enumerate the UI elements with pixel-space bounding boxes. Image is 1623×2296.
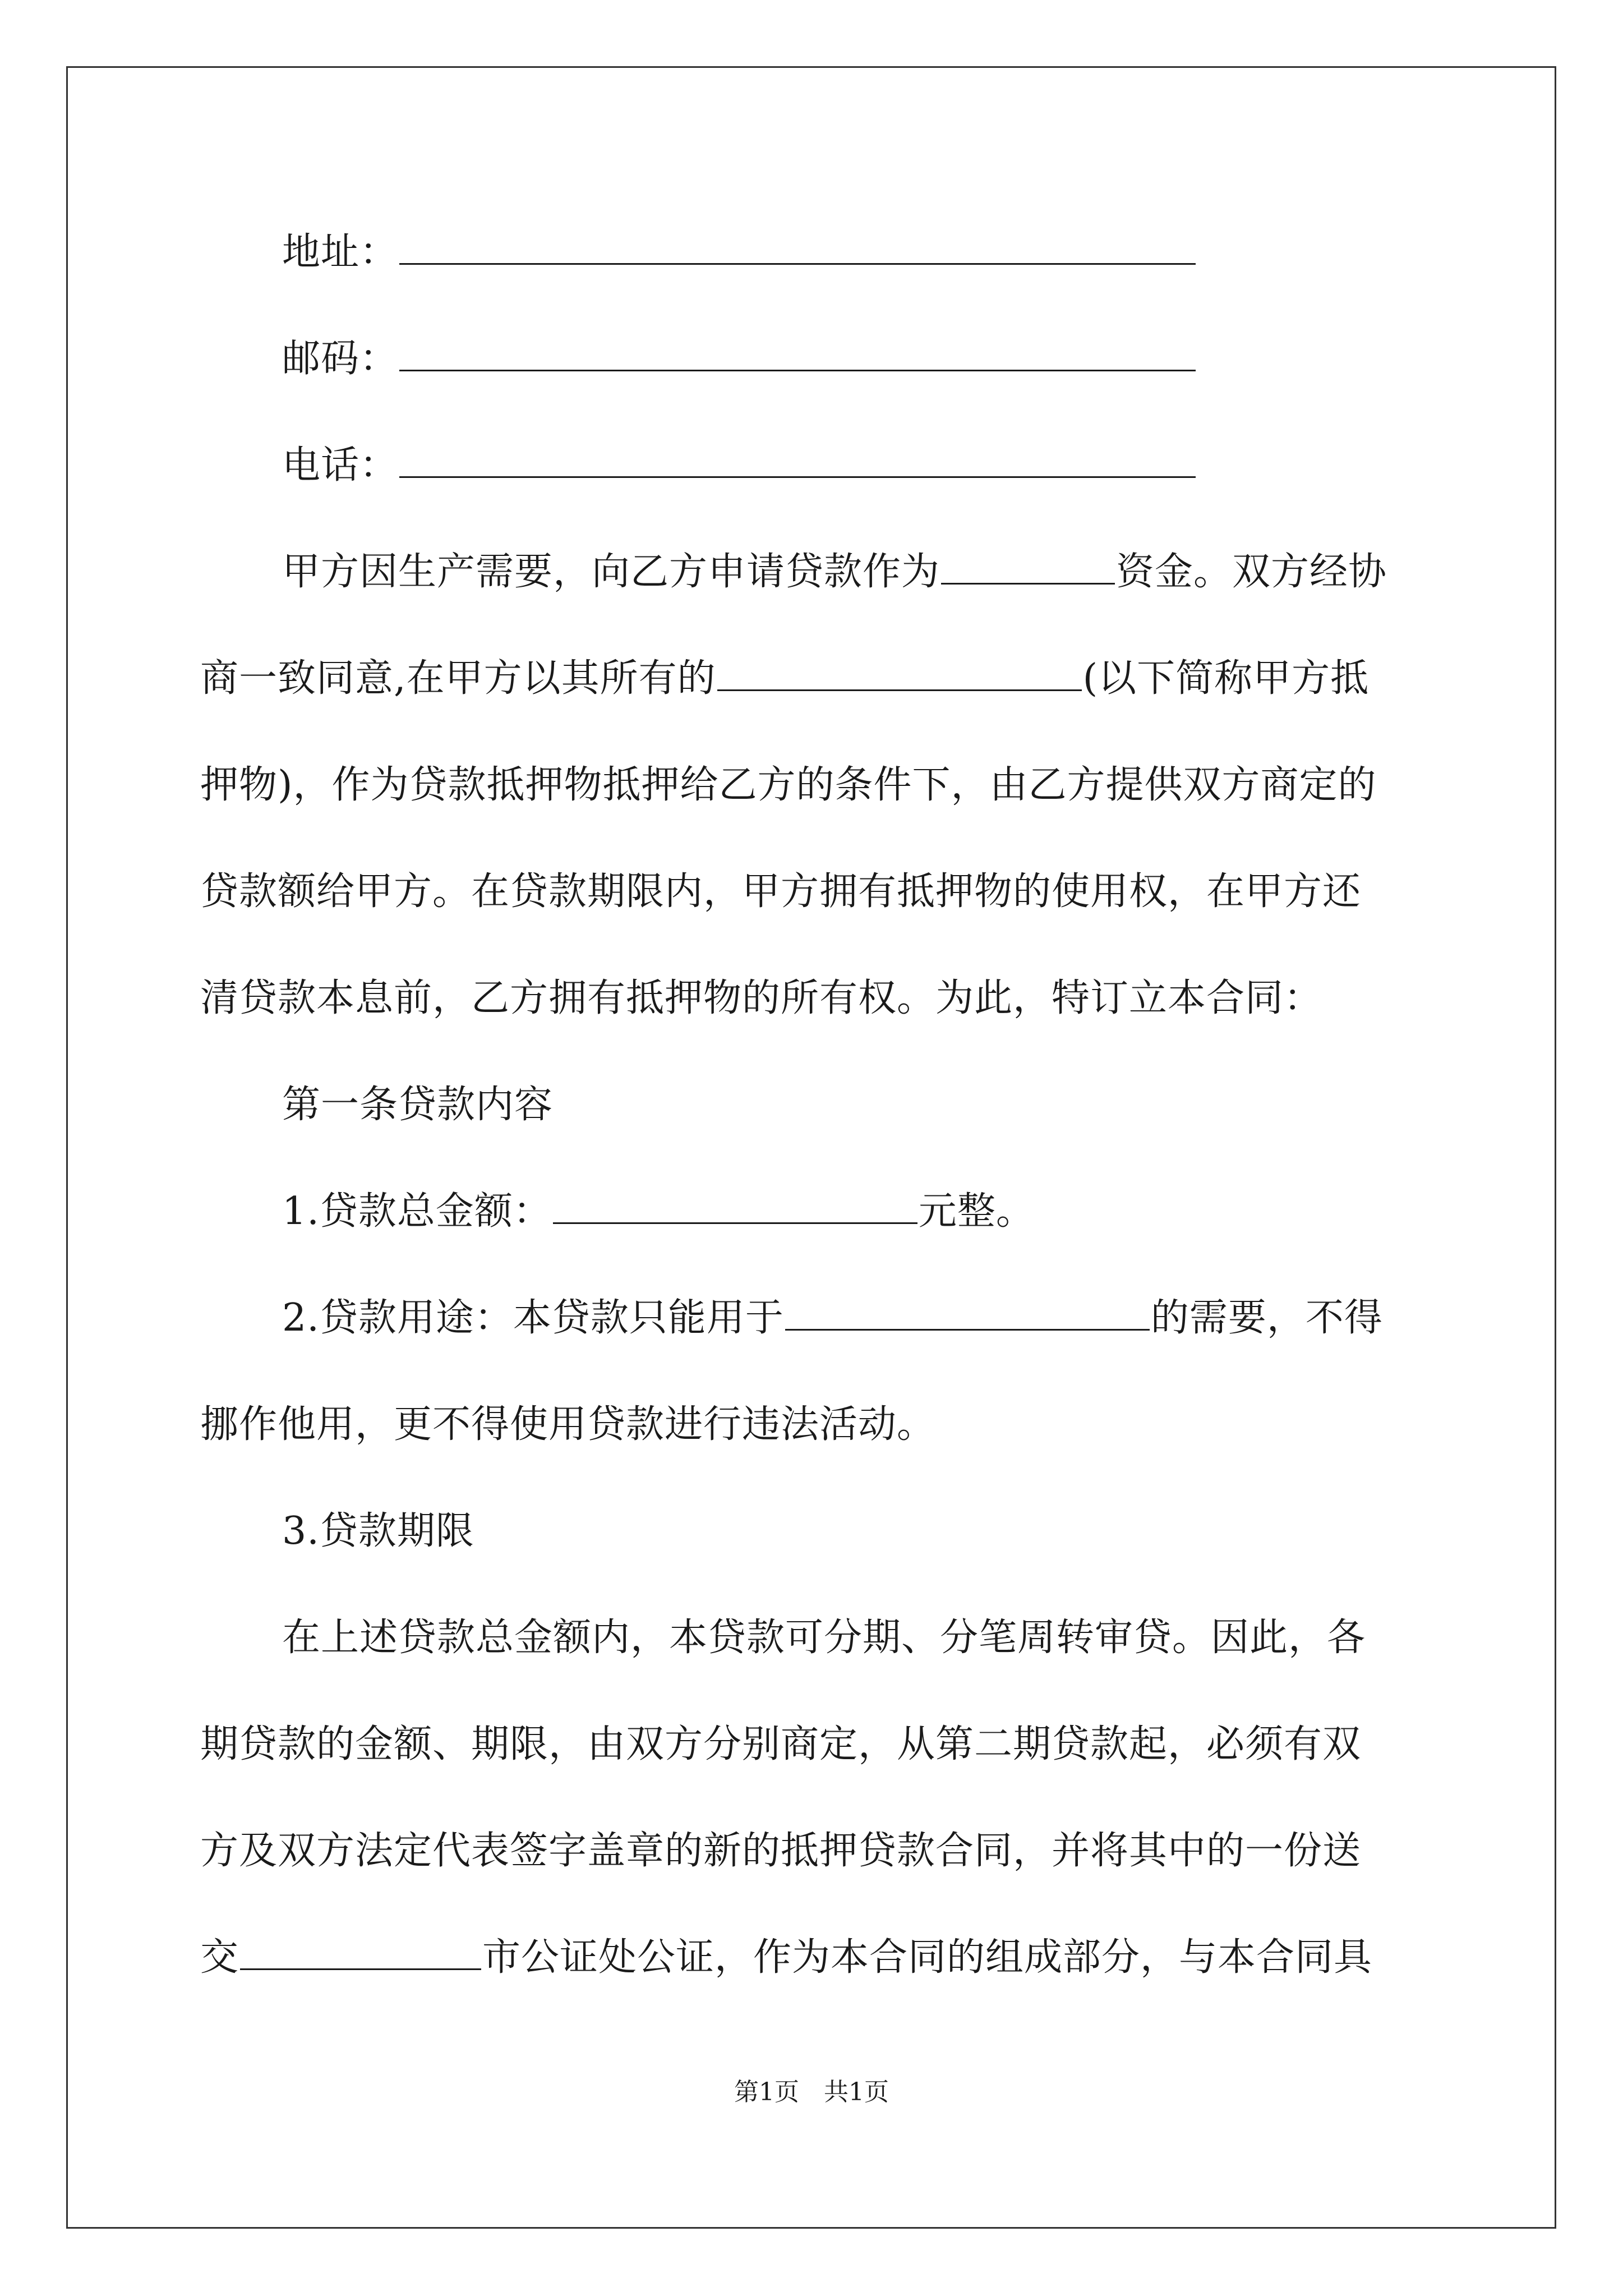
para1-line4: 贷款额给甲方。在贷款期限内，甲方拥有抵押物的使用权，在甲方还 — [200, 869, 1362, 914]
item3-title: 3.贷款期限 — [282, 1509, 474, 1553]
city-blank[interactable] — [240, 1935, 481, 1970]
para1-text-2a: 商一致同意,在甲方以其所有的 — [200, 656, 716, 701]
loan-use-blank[interactable] — [785, 1295, 1150, 1331]
item2-text-1b: 的需要，不得 — [1150, 1296, 1383, 1340]
item1-line — [282, 1184, 1035, 1240]
para1-line2 — [200, 651, 1369, 707]
article1-title: 第一条贷款内容 — [282, 1083, 554, 1127]
item2-text-1a: 2.贷款用途：本贷款只能用于 — [282, 1296, 784, 1340]
para2-line1: 在上述贷款总金额内，本贷款可分期、分笔周转审贷。因此，各 — [282, 1616, 1366, 1660]
collateral-blank[interactable] — [717, 656, 1082, 691]
para2-line2: 期贷款的金额、期限，由双方分别商定，从第二期贷款起，必须有双 — [200, 1722, 1362, 1766]
postcode-label: 邮码： — [282, 337, 399, 381]
postcode-blank[interactable] — [399, 336, 1196, 371]
address-label: 地址： — [282, 230, 399, 274]
para2-line4 — [200, 1930, 1372, 1986]
para1-line3: 押物)，作为贷款抵押物抵押给乙方的条件下，由乙方提供双方商定的 — [200, 763, 1377, 807]
page-number: 第1页 共1页 — [734, 2078, 889, 2106]
phone-label: 电话： — [282, 443, 399, 487]
para1-text-1b: 资金。双方经协 — [1116, 550, 1387, 594]
loan-amount-blank[interactable] — [553, 1189, 917, 1224]
page-border — [66, 66, 1556, 2229]
item1-text-a: 1.贷款总金额： — [282, 1189, 552, 1234]
para1-line5: 清贷款本息前，乙方拥有抵押物的所有权。为此，特订立本合同： — [200, 976, 1323, 1020]
para2-text-4a: 交 — [200, 1935, 239, 1980]
phone-line — [282, 438, 1197, 494]
address-blank[interactable] — [399, 229, 1196, 265]
fund-purpose-blank[interactable] — [941, 549, 1115, 585]
postcode-line — [282, 331, 1197, 387]
address-line — [282, 224, 1197, 280]
para2-text-4b: 市公证处公证，作为本合同的组成部分，与本合同具 — [482, 1935, 1373, 1980]
item2-line2: 挪作他用，更不得使用贷款进行违法活动。 — [200, 1402, 936, 1447]
item1-text-b: 元整。 — [918, 1189, 1035, 1234]
para1-text-1a: 甲方因生产需要，向乙方申请贷款作为 — [282, 550, 940, 594]
item2-line1 — [282, 1290, 1383, 1346]
para1-line1 — [282, 544, 1387, 600]
para1-text-2b: (以下简称甲方抵 — [1082, 656, 1370, 701]
phone-blank[interactable] — [399, 443, 1196, 478]
para2-line3: 方及双方法定代表签字盖章的新的抵押贷款合同，并将其中的一份送 — [200, 1829, 1362, 1873]
